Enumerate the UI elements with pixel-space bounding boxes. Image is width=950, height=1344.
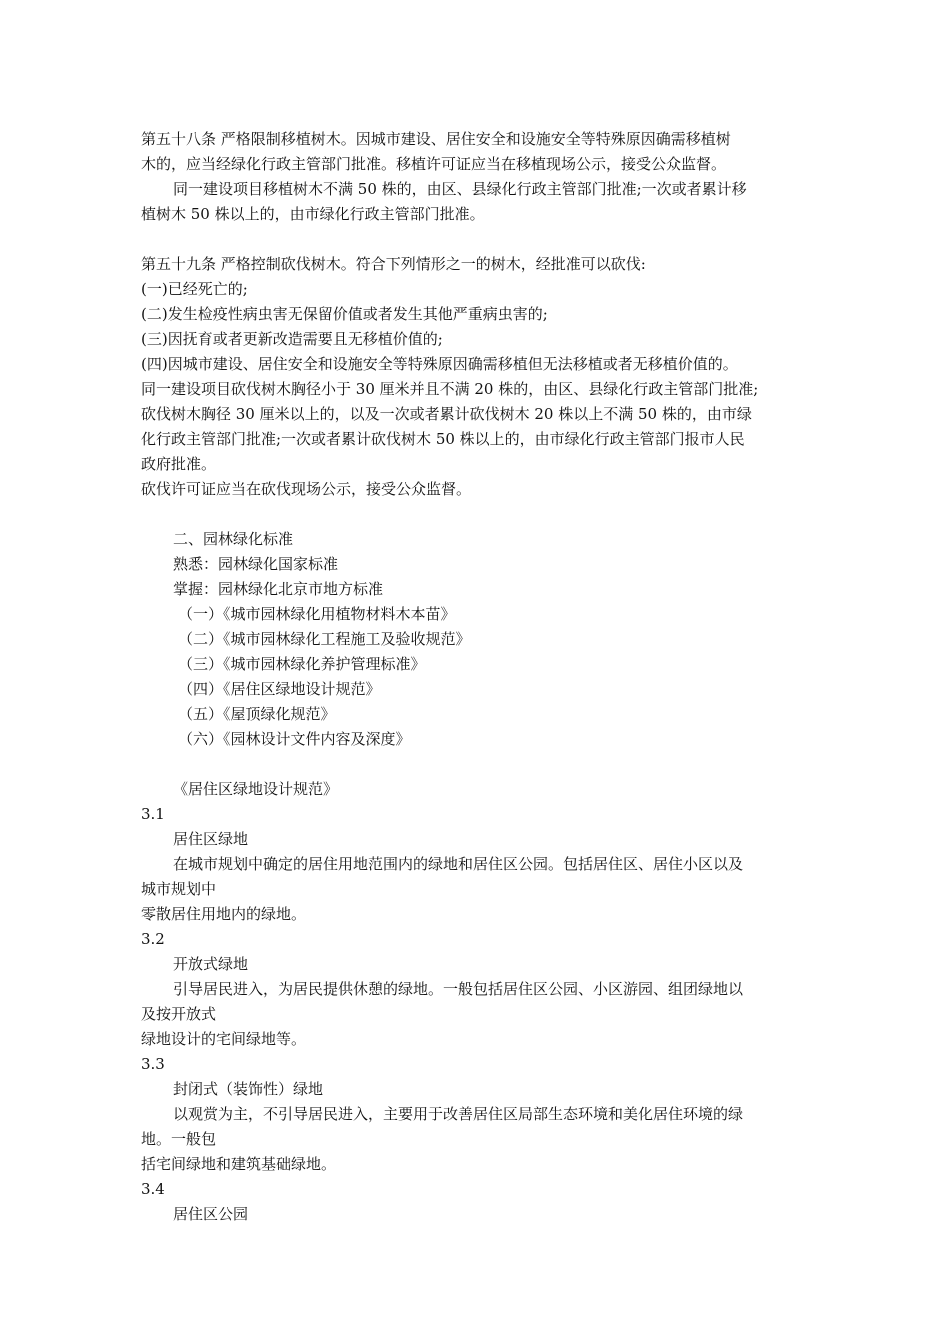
article-58-line-4: 植树木 50 株以上的，由市绿化行政主管部门批准。 bbox=[141, 205, 485, 223]
article-59-line-7: 砍伐树木胸径 30 厘米以上的，以及一次或者累计砍伐树木 20 株以上不满 50 株的，由市绿 bbox=[141, 405, 752, 423]
clause-def-3-2-line-3: 绿地设计的宅间绿地等。 bbox=[141, 1030, 307, 1048]
article-58-line-2: 木的，应当经绿化行政主管部门批准。移植许可证应当在移植现场公示，接受公众监督。 bbox=[141, 155, 727, 173]
spec-title: 《居住区绿地设计规范》 bbox=[173, 780, 339, 798]
section-2-title: 二、园林绿化标准 bbox=[173, 530, 294, 548]
clause-term-3-3: 封闭式（装饰性）绿地 bbox=[173, 1080, 324, 1098]
standard-item: （五）《屋顶绿化规范》 bbox=[178, 705, 336, 723]
standard-item: （一）《城市园林绿化用植物材料木本苗》 bbox=[178, 605, 456, 623]
article-59-line-1: 第五十九条 严格控制砍伐树木。符合下列情形之一的树木，经批准可以砍伐: bbox=[141, 255, 646, 273]
clause-number-3-4: 3.4 bbox=[141, 1180, 165, 1198]
article-59-item-1: (一)已经死亡的; bbox=[141, 280, 248, 298]
article-58-line-1: 第五十八条 严格限制移植树木。因城市建设、居住安全和设施安全等特殊原因确需移植树 bbox=[141, 130, 731, 148]
article-59-line-6: 同一建设项目砍伐树木胸径小于 30 厘米并且不满 20 株的，由区、县绿化行政主管部门批准; bbox=[141, 380, 759, 398]
clause-term-3-2: 开放式绿地 bbox=[173, 955, 249, 973]
clause-number-3-1: 3.1 bbox=[141, 805, 165, 823]
standard-item: （四）《居住区绿地设计规范》 bbox=[178, 680, 381, 698]
article-59-line-9: 政府批准。 bbox=[141, 455, 217, 473]
clause-def-3-2-line-1: 引导居民进入，为居民提供休憩的绿地。一般包括居住区公园、小区游园、组团绿地以 bbox=[173, 980, 744, 998]
clause-def-3-2-line-2: 及按开放式 bbox=[141, 1005, 217, 1023]
clause-def-3-1-line-3: 零散居住用地内的绿地。 bbox=[141, 905, 307, 923]
clause-def-3-3-line-2: 地。一般包 bbox=[141, 1130, 217, 1148]
clause-number-3-2: 3.2 bbox=[141, 930, 165, 948]
standard-item: （二）《城市园林绿化工程施工及验收规范》 bbox=[178, 630, 471, 648]
clause-number-3-3: 3.3 bbox=[141, 1055, 165, 1073]
article-59-item-4: (四)因城市建设、居住安全和设施安全等特殊原因确需移植但无法移植或者无移植价值的。 bbox=[141, 355, 738, 373]
article-59-line-8: 化行政主管部门批准;一次或者累计砍伐树木 50 株以上的，由市绿化行政主管部门报市人民 bbox=[141, 430, 745, 448]
article-58-line-3: 同一建设项目移植树木不满 50 株的，由区、县绿化行政主管部门批准;一次或者累计移 bbox=[173, 180, 747, 198]
clause-def-3-1-line-1: 在城市规划中确定的居住用地范围内的绿地和居住区公园。包括居住区、居住小区以及 bbox=[173, 855, 744, 873]
clause-def-3-3-line-3: 括宅间绿地和建筑基础绿地。 bbox=[141, 1155, 337, 1173]
clause-term-3-4: 居住区公园 bbox=[173, 1205, 249, 1223]
section-2-familiar: 熟悉：园林绿化国家标准 bbox=[173, 555, 339, 573]
standard-item: （三）《城市园林绿化养护管理标准》 bbox=[178, 655, 426, 673]
article-59-item-2: (二)发生检疫性病虫害无保留价值或者发生其他严重病虫害的; bbox=[141, 305, 548, 323]
article-59-item-3: (三)因抚育或者更新改造需要且无移植价值的; bbox=[141, 330, 443, 348]
clause-def-3-3-line-1: 以观赏为主，不引导居民进入，主要用于改善居住区局部生态环境和美化居住环境的绿 bbox=[173, 1105, 744, 1123]
standard-item: （六）《园林设计文件内容及深度》 bbox=[178, 730, 411, 748]
clause-def-3-1-line-2: 城市规划中 bbox=[141, 880, 217, 898]
article-59-line-10: 砍伐许可证应当在砍伐现场公示，接受公众监督。 bbox=[141, 480, 472, 498]
section-2-master: 掌握：园林绿化北京市地方标准 bbox=[173, 580, 384, 598]
clause-term-3-1: 居住区绿地 bbox=[173, 830, 249, 848]
